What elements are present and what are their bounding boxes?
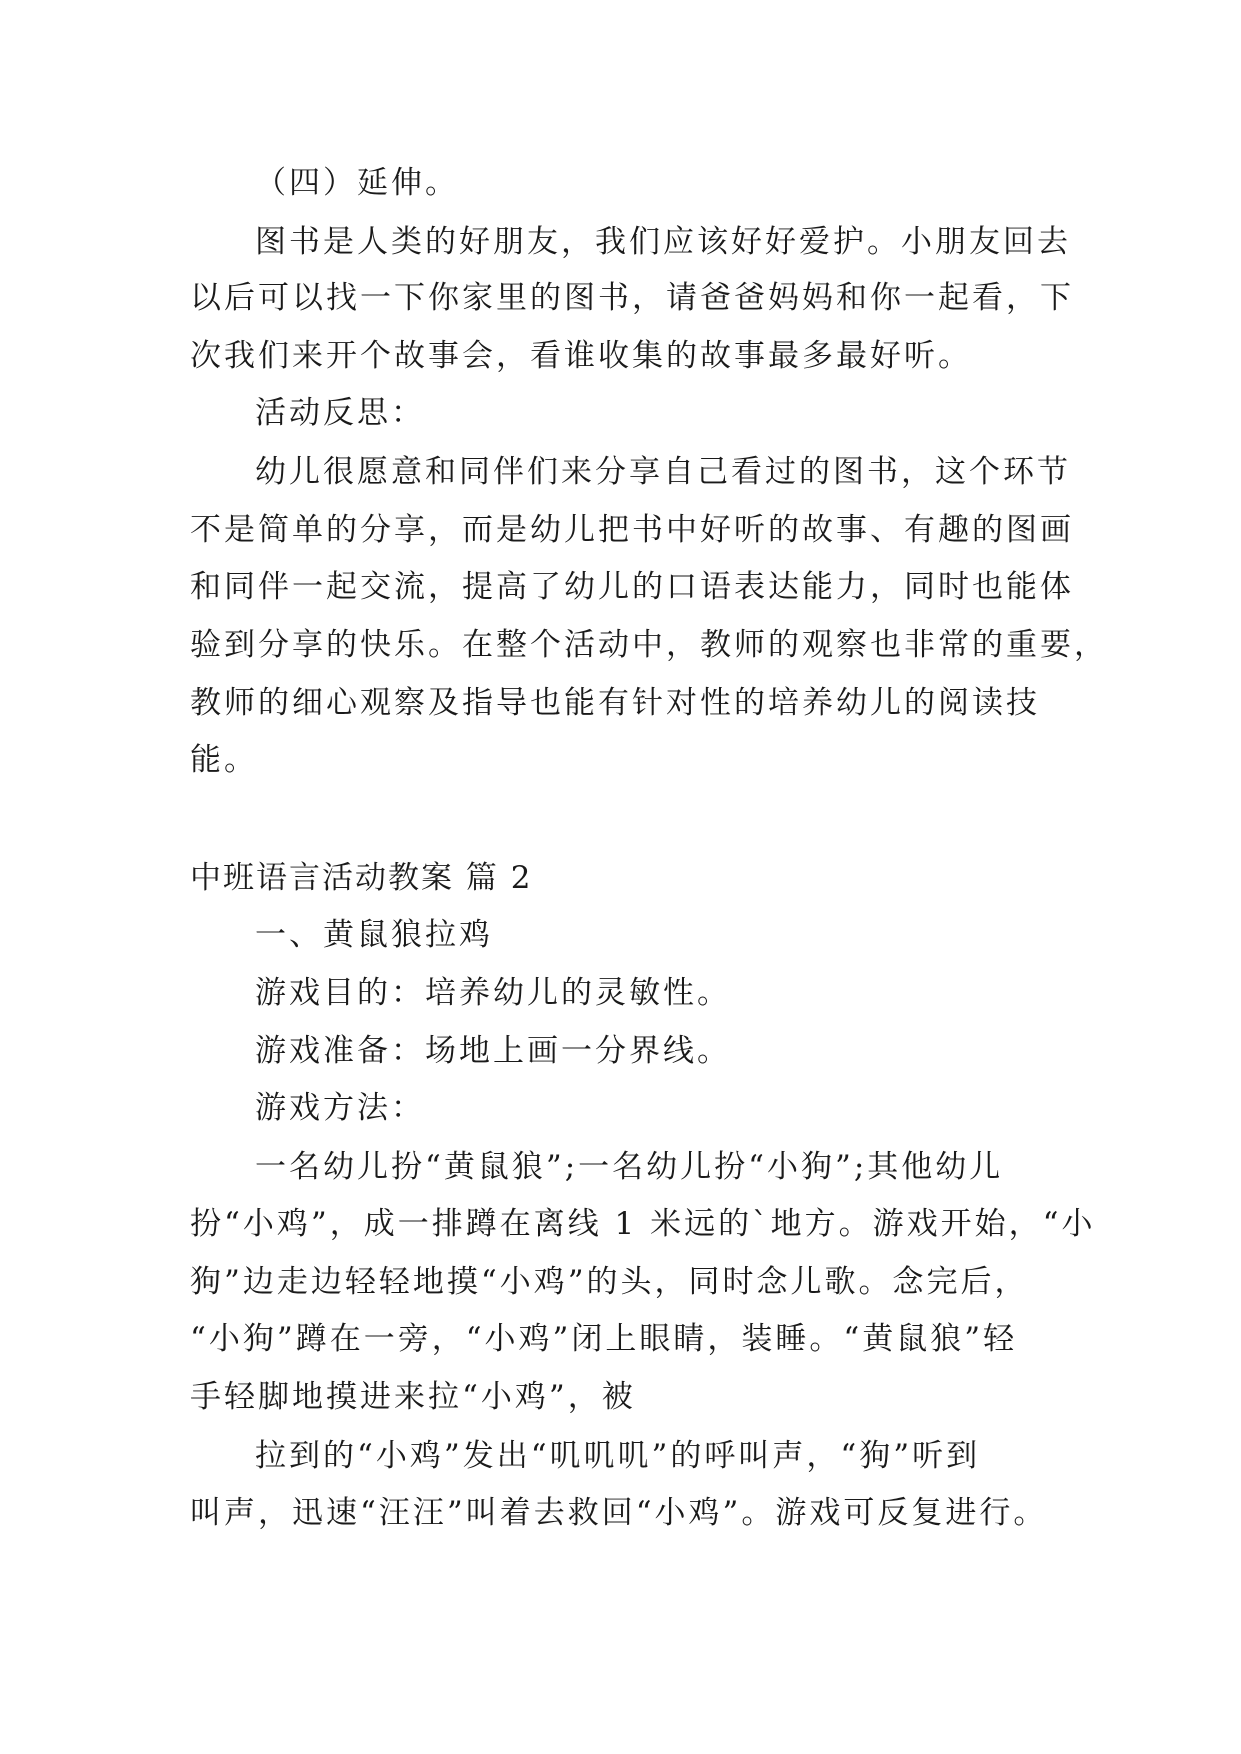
paragraph-line: 拉到的“小鸡”发出“叽叽叽”的呼叫声，“狗”听到 <box>255 1438 981 1474</box>
paragraph-line: 狗”边走边轻轻地摸“小鸡”的头，同时念儿歌。念完后， <box>190 1264 1029 1300</box>
paragraph-line: 图书是人类的好朋友，我们应该好好爱护。小朋友回去 <box>255 224 1071 260</box>
game-method-heading: 游戏方法： <box>255 1090 425 1126</box>
game-purpose: 游戏目的：培养幼儿的灵敏性。 <box>255 975 731 1011</box>
game-preparation: 游戏准备：场地上画一分界线。 <box>255 1033 731 1069</box>
section-heading-extension: （四）延伸。 <box>255 165 459 201</box>
paragraph-line: 不是简单的分享，而是幼儿把书中好听的故事、有趣的图画 <box>190 512 1074 548</box>
paragraph-line: 能。 <box>190 742 258 778</box>
section-heading-reflection: 活动反思： <box>255 395 425 431</box>
paragraph-line: 次我们来开个故事会，看谁收集的故事最多最好听。 <box>190 338 972 374</box>
paragraph-line: 验到分享的快乐。在整个活动中，教师的观察也非常的重要， <box>190 627 1108 663</box>
paragraph-line: 扮“小鸡”，成一排蹲在离线 1 米远的`地方。游戏开始，“小 <box>190 1206 1096 1242</box>
lesson-title: 中班语言活动教案 篇 2 <box>190 860 533 896</box>
paragraph-line: 一名幼儿扮“黄鼠狼”;一名幼儿扮“小狗”;其他幼儿 <box>255 1149 1004 1185</box>
paragraph-line: 叫声，迅速“汪汪”叫着去救回“小鸡”。游戏可反复进行。 <box>190 1495 1048 1531</box>
paragraph-line: 手轻脚地摸进来拉“小鸡”，被 <box>190 1379 636 1415</box>
paragraph-line: 幼儿很愿意和同伴们来分享自己看过的图书，这个环节 <box>255 454 1071 490</box>
paragraph-line: 和同伴一起交流，提高了幼儿的口语表达能力，同时也能体 <box>190 569 1074 605</box>
paragraph-line: “小狗”蹲在一旁，“小鸡”闭上眼睛，装睡。“黄鼠狼”轻 <box>190 1321 1018 1357</box>
paragraph-line: 以后可以找一下你家里的图书，请爸爸妈妈和你一起看，下 <box>190 280 1074 316</box>
paragraph-line: 教师的细心观察及指导也能有针对性的培养幼儿的阅读技 <box>190 685 1040 721</box>
game-title: 一、黄鼠狼拉鸡 <box>255 917 493 953</box>
